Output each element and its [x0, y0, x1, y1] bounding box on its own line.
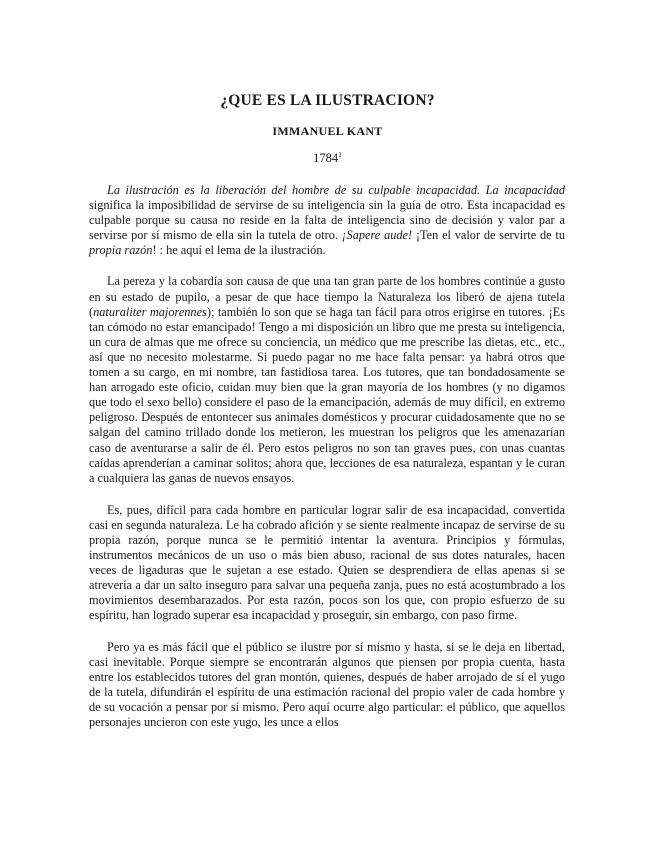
year-text: 1784 [313, 151, 339, 165]
paragraph-1-segment: ¡Ten el valor de servirte de tu [412, 228, 565, 243]
footnote-marker: 1 [338, 150, 342, 159]
paragraph-3-segment: Es, pues, difícil para cada hombre en particular lograr salir de esa incapacidad, convertida casi en segunda naturaleza. Le ha cobrado afición y se siente realmente incapaz de servirse de su propia razón, porque nunca se le permitió intentar la aventura. Principios y fórmulas, instrumentos mecánicos de un uso o más bien abuso, racional de sus dotes naturales, hacen veces de ligaduras que le sujetan a ese estado. Quien se desprendiera de ellas apenas si se atrevería a dar un salto inseguro para salvar una pequeña zanja, pues no está acostumbrado a los movimientos desembarazados. Por esta razón, pocos son los que, con propio esfuerzo de su espíritu, han logrado superar esa incapacidad y proseguir, sin embargo, con paso firme. [89, 502, 565, 623]
paragraph-1-segment: ¡Sapere aude! [341, 228, 413, 243]
paragraph-4-segment: Pero ya es más fácil que el público se ilustre por sí mismo y hasta, si se le deja en libertad, casi inevitable. Porque siempre se encontrarán algunos que piensen por propia cuenta, hasta entre los establecidos tutores del gran montón, quienes, después de haber arrojado de sí el yugo de la tutela, difundirán el espíritu de una estimación racional del propio valer de cada hombre y de su vocación a pensar por sí mismo. Pero aquí ocurre algo particular: el público, que aquellos personajes uncieron con este yugo, les unce a ellos [89, 639, 565, 729]
document-title: ¿QUE ES LA ILUSTRACION? [220, 92, 435, 109]
paragraph-1-segment: ! : he aquí el lema de la ilustración. [152, 243, 326, 258]
paragraph-3 [89, 503, 565, 624]
paragraph-1 [89, 183, 565, 258]
paragraph-4 [89, 640, 565, 731]
paragraph-1-segment: significa la imposibilidad de servirse de su inteligencia sin la guía de otro. Esta incapacidad es culpable porque su causa no reside en la falta de inteligencia sino de decisión y valor par a servirse por sí mismo de ella sin la tutela de otro. [89, 198, 565, 243]
paragraph-1-segment: La ilustración es la liberación del hombre de su culpable incapacidad. La incapacidad [107, 183, 565, 197]
author-name: IMMANUEL KANT [272, 124, 383, 138]
document-body [89, 183, 565, 745]
paragraph-2 [89, 274, 565, 485]
paragraph-2-segment: La pereza y la cobardía son causa de que una tan gran parte de los hombres continúe a gusto en su estado de pupilo, a pesar de que hace tiempo la Naturaleza los liberó de ajena tutela ( [89, 274, 565, 319]
paragraph-2-segment: naturaliter majorennes [93, 304, 207, 319]
paragraph-2-segment: ); también lo son que se haga tan fácil para otros erigirse en tutores. ¡Es tan cómodo no estar emancipado! Tengo a mi disposición un libro que me presta su inteligencia, un cura de almas que me ofrece su conciencia, un médico que me prescribe las dietas, etc., etc., así que no necesito molestarme. Si puedo pagar no me hace falta pensar: ya habrá otros que tomen a su cargo, en mi nombre, tan fastidiosa tarea. Los tutores, que tan bondadosamente se han arrogado este oficio, cuidan muy bien que la gran mayoría de los hombres (y no digamos que todo el sexo bello) considere el paso de la emancipación, además de muy difícil, en extremo peligroso. Después de entontecer sus animales domésticos y procurar cuidadosamente que no se salgan del camino trillado donde los metieron, les muestran los peligros que les amenazarían caso de aventurarse a salir de él. Pero estos peligros no son tan graves pues, con unas cuantas caídas aprenderían a caminar solitos; ahora que, lecciones de esa naturaleza, espantan y le curan a cualquiera las ganas de nuevos ensayos. [89, 304, 565, 485]
publication-year [0, 150, 655, 166]
paragraph-1-segment: propia razón [89, 243, 153, 258]
